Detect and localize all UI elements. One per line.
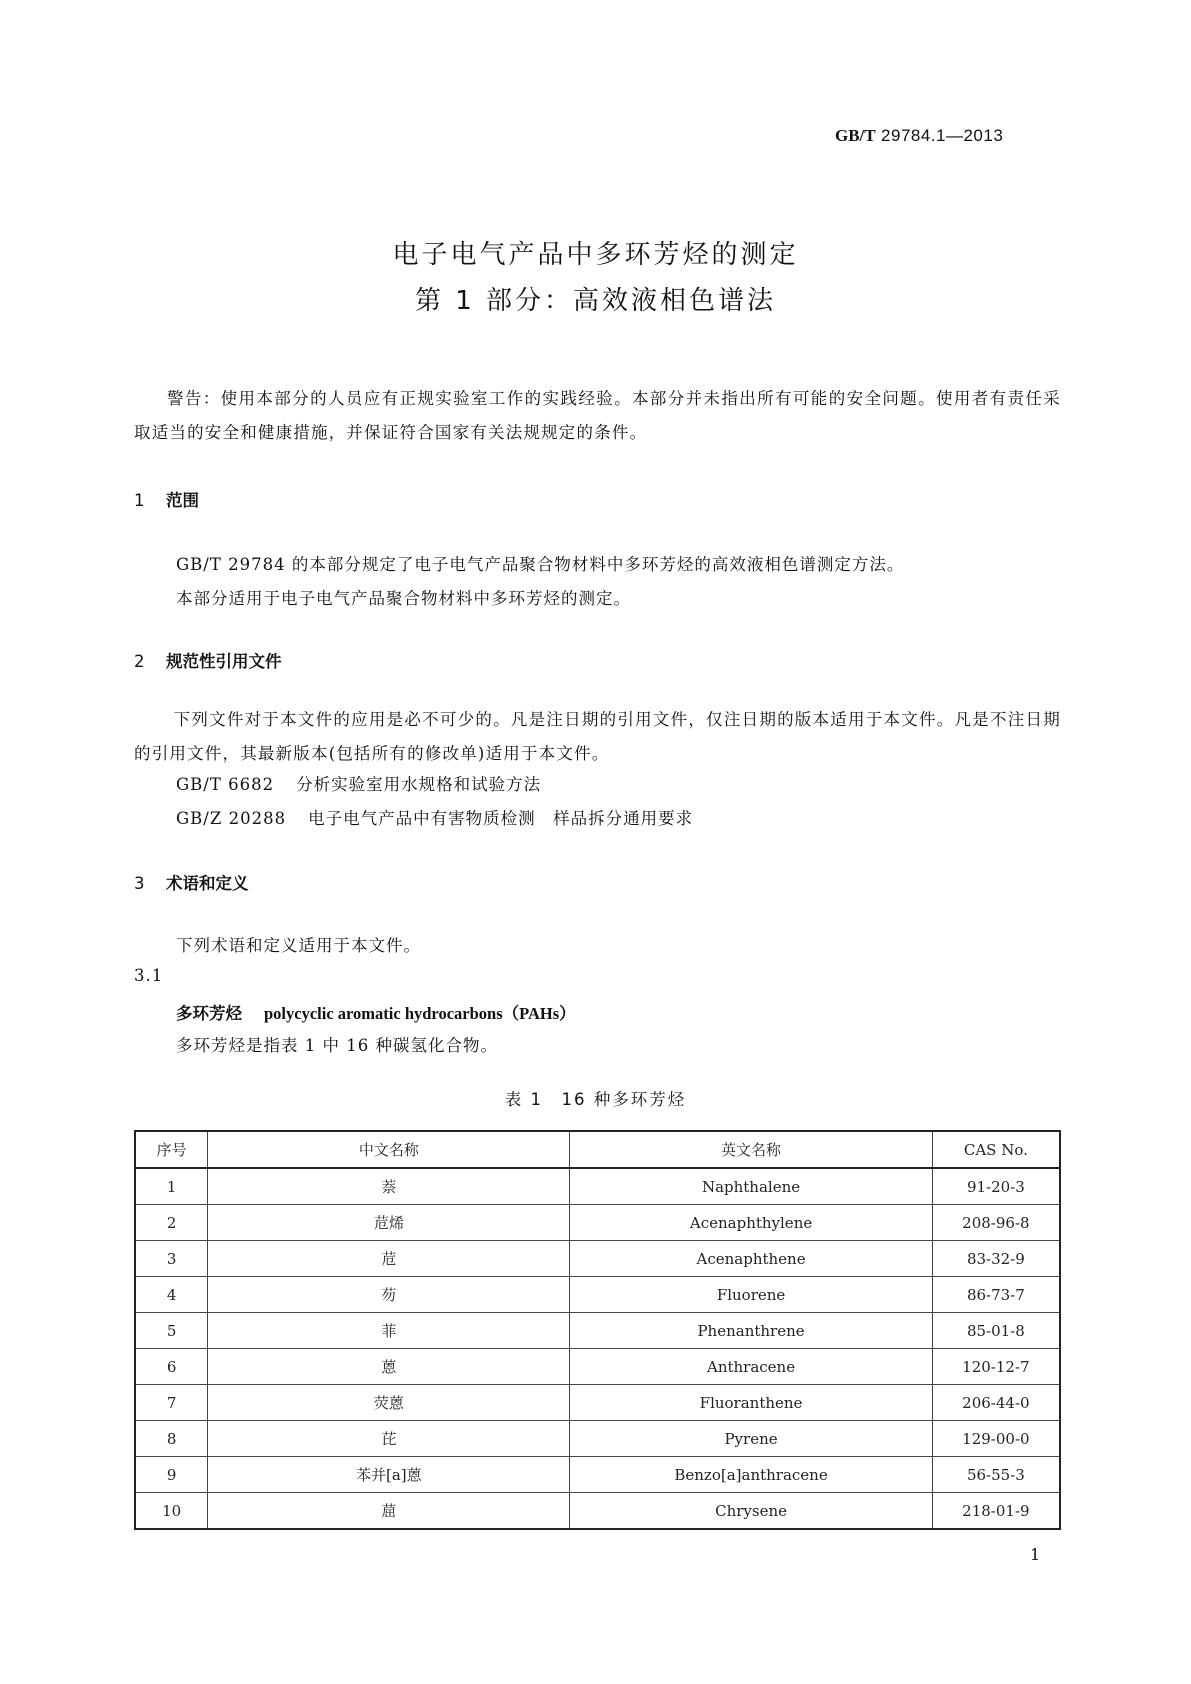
section-heading-normative-references bbox=[134, 648, 282, 672]
table-row bbox=[135, 1168, 1060, 1205]
section-number: 2 bbox=[134, 652, 145, 671]
section-title: 范围 bbox=[166, 491, 199, 510]
table-caption: 表 1 16 种多环芳烃 bbox=[504, 1090, 687, 1109]
table-row bbox=[135, 1313, 1060, 1349]
reference-item bbox=[176, 805, 693, 829]
cell-chinese-name: 苊 bbox=[208, 1241, 570, 1277]
reference-code: GB/Z 20288 bbox=[176, 809, 287, 828]
cell-index: 6 bbox=[135, 1349, 208, 1385]
section-heading-scope bbox=[134, 487, 199, 511]
reference-item bbox=[176, 771, 541, 795]
cell-index: 10 bbox=[135, 1493, 208, 1530]
cell-index: 9 bbox=[135, 1457, 208, 1493]
cell-english-name: Anthracene bbox=[570, 1349, 932, 1385]
cell-cas: 56-55-3 bbox=[932, 1457, 1060, 1493]
cell-chinese-name: 蒽 bbox=[208, 1349, 570, 1385]
cell-chinese-name: 苊烯 bbox=[208, 1205, 570, 1241]
cell-chinese-name: 䓛 bbox=[208, 1493, 570, 1530]
subsection-number: 3.1 bbox=[134, 966, 164, 985]
cell-chinese-name: 菲 bbox=[208, 1313, 570, 1349]
table-row bbox=[135, 1277, 1060, 1313]
cell-chinese-name: 萘 bbox=[208, 1168, 570, 1205]
cell-english-name: Pyrene bbox=[570, 1421, 932, 1457]
cell-cas: 129-00-0 bbox=[932, 1421, 1060, 1457]
cell-english-name: Phenanthrene bbox=[570, 1313, 932, 1349]
table-row bbox=[135, 1349, 1060, 1385]
cell-index: 2 bbox=[135, 1205, 208, 1241]
pah-table bbox=[134, 1130, 1061, 1530]
term-definition: 多环芳烃是指表 1 中 16 种碳氢化合物。 bbox=[176, 1036, 498, 1055]
cell-cas: 120-12-7 bbox=[932, 1349, 1060, 1385]
cell-english-name: Fluoranthene bbox=[570, 1385, 932, 1421]
standard-code: 29784.1—2013 bbox=[881, 126, 1004, 145]
cell-index: 1 bbox=[135, 1168, 208, 1205]
term-chinese: 多环芳烃 bbox=[176, 1004, 242, 1023]
cell-english-name: Naphthalene bbox=[570, 1168, 932, 1205]
cell-cas: 86-73-7 bbox=[932, 1277, 1060, 1313]
column-header-english-name: 英文名称 bbox=[570, 1131, 932, 1168]
table-header-row bbox=[135, 1131, 1060, 1168]
cell-chinese-name: 苯并[a]蒽 bbox=[208, 1457, 570, 1493]
term-english: polycyclic aromatic hydrocarbons（PAHs） bbox=[264, 1004, 576, 1023]
standard-number bbox=[835, 126, 1003, 146]
table-row bbox=[135, 1421, 1060, 1457]
paragraph: 下列文件对于本文件的应用是必不可少的。凡是注日期的引用文件，仅注日期的版本适用于本文件。凡是不注日期的引用文件，其最新版本(包括所有的修改单)适用于本文件。 bbox=[134, 710, 1061, 763]
cell-index: 5 bbox=[135, 1313, 208, 1349]
paragraph: GB/T 29784 的本部分规定了电子电气产品聚合物材料中多环芳烃的高效液相色谱测定方法。 bbox=[176, 555, 905, 574]
table-row bbox=[135, 1493, 1060, 1530]
document-subtitle: 第 1 部分：高效液相色谱法 bbox=[414, 286, 777, 316]
column-header-chinese-name: 中文名称 bbox=[208, 1131, 570, 1168]
cell-cas: 208-96-8 bbox=[932, 1205, 1060, 1241]
cell-cas: 91-20-3 bbox=[932, 1168, 1060, 1205]
cell-english-name: Fluorene bbox=[570, 1277, 932, 1313]
reference-title: 电子电气产品中有害物质检测 样品拆分通用要求 bbox=[308, 809, 694, 828]
reference-code: GB/T 6682 bbox=[176, 775, 275, 794]
paragraph: 本部分适用于电子电气产品聚合物材料中多环芳烃的测定。 bbox=[176, 589, 631, 608]
cell-english-name: Acenaphthylene bbox=[570, 1205, 932, 1241]
cell-english-name: Chrysene bbox=[570, 1493, 932, 1530]
reference-title: 分析实验室用水规格和试验方法 bbox=[296, 775, 542, 794]
cell-chinese-name: 芴 bbox=[208, 1277, 570, 1313]
table-row bbox=[135, 1385, 1060, 1421]
cell-cas: 85-01-8 bbox=[932, 1313, 1060, 1349]
table-row bbox=[135, 1241, 1060, 1277]
section-number: 3 bbox=[134, 874, 145, 893]
term-entry bbox=[176, 1000, 576, 1024]
safety-warning: 警告：使用本部分的人员应有正规实验室工作的实践经验。本部分并未指出所有可能的安全问题。使用者有责任采取适当的安全和健康措施，并保证符合国家有关法规规定的条件。 bbox=[134, 389, 1061, 442]
standard-prefix: GB/T bbox=[835, 126, 876, 145]
column-header-index: 序号 bbox=[135, 1131, 208, 1168]
cell-chinese-name: 芘 bbox=[208, 1421, 570, 1457]
cell-english-name: Acenaphthene bbox=[570, 1241, 932, 1277]
cell-cas: 218-01-9 bbox=[932, 1493, 1060, 1530]
cell-index: 7 bbox=[135, 1385, 208, 1421]
table-row bbox=[135, 1205, 1060, 1241]
section-title: 术语和定义 bbox=[166, 874, 249, 893]
page-number: 1 bbox=[1030, 1545, 1041, 1564]
section-number: 1 bbox=[134, 491, 145, 510]
cell-chinese-name: 荧蒽 bbox=[208, 1385, 570, 1421]
cell-cas: 83-32-9 bbox=[932, 1241, 1060, 1277]
section-heading-terms-and-definitions bbox=[134, 870, 249, 894]
cell-index: 4 bbox=[135, 1277, 208, 1313]
cell-english-name: Benzo[a]anthracene bbox=[570, 1457, 932, 1493]
column-header-cas: CAS No. bbox=[932, 1131, 1060, 1168]
section-title: 规范性引用文件 bbox=[166, 652, 282, 671]
cell-index: 8 bbox=[135, 1421, 208, 1457]
document-title: 电子电气产品中多环芳烃的测定 bbox=[392, 240, 799, 270]
table-row bbox=[135, 1457, 1060, 1493]
cell-cas: 206-44-0 bbox=[932, 1385, 1060, 1421]
paragraph: 下列术语和定义适用于本文件。 bbox=[176, 936, 421, 955]
cell-index: 3 bbox=[135, 1241, 208, 1277]
